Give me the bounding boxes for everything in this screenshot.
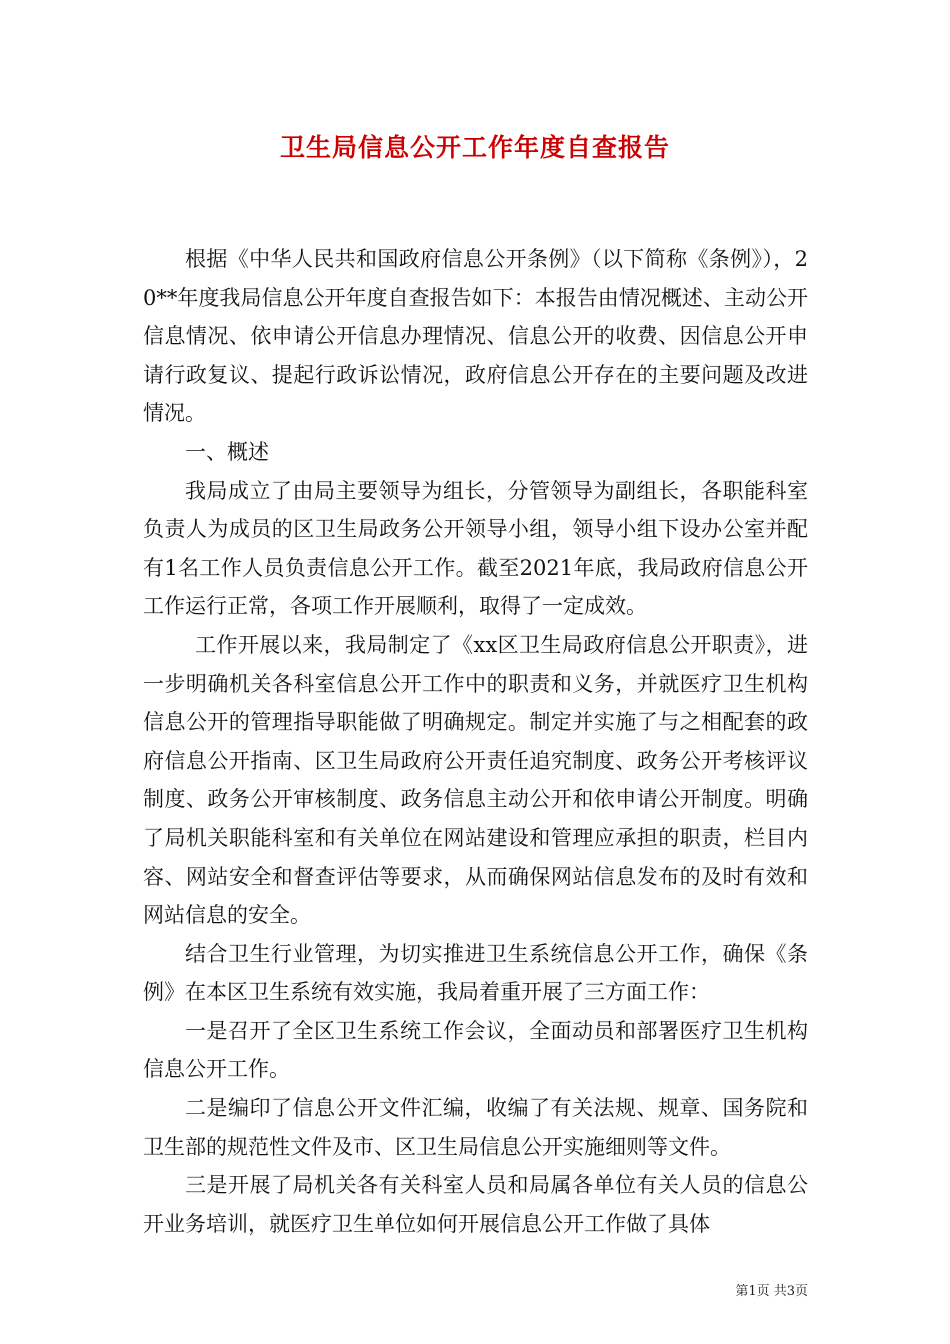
document-body (143, 240, 808, 1243)
document-title: 卫生局信息公开工作年度自查报告 (279, 133, 670, 162)
paragraph-industry-management: 结合卫生行业管理，为切实推进卫生系统信息公开工作，确保《条例》在本区卫生系统有效实施，我局着重开展了三方面工作： (143, 941, 808, 1005)
list-item-first: 一是召开了全区卫生系统工作会议，全面动员和部署医疗卫生机构信息公开工作。 (143, 1018, 808, 1082)
paragraph-work-progress: 工作开展以来，我局制定了《xx区卫生局政府信息公开职责》，进一步明确机关各科室信息公开工作中的职责和义务，并就医疗卫生机构信息公开的管理指导职能做了明确规定。制定并实施了与之相配套的政府信息公开指南、区卫生局政府公开责任追究制度、政务公开考核评议制度、政务公开审核制度、政务信息主动公开和依申请公开制度。明确了局机关职能科室和有关单位在网站建设和管理应承担的职责，栏目内容、网站安全和督查评估等要求，从而确保网站信息发布的及时有效和网站信息的安全。 (143, 632, 808, 928)
page-number: 第1页 共3页 (735, 1284, 808, 1299)
paragraph-overview: 我局成立了由局主要领导为组长，分管领导为副组长，各职能科室负责人为成员的区卫生局政务公开领导小组，领导小组下设办公室并配有1名工作人员负责信息公开工作。截至2021年底，我局政府信息公开工作运行正常，各项工作开展顺利，取得了一定成效。 (143, 478, 808, 619)
list-item-second: 二是编印了信息公开文件汇编，收编了有关法规、规章、国务院和卫生部的规范性文件及市、区卫生局信息公开实施细则等文件。 (143, 1096, 808, 1159)
list-item-third: 三是开展了局机关各有关科室人员和局属各单位有关人员的信息公开业务培训，就医疗卫生单位如何开展信息公开工作做了具体 (143, 1173, 808, 1236)
section-heading-overview: 一、概述 (185, 439, 269, 464)
paragraph-intro: 根据《中华人民共和国政府信息公开条例》（以下简称《条例》），20**年度我局信息公开年度自查报告如下：本报告由情况概述、主动公开信息情况、依申请公开信息办理情况、信息公开的收费、因信息公开申请行政复议、提起行政诉讼情况，政府信息公开存在的主要问题及改进情况。 (143, 247, 808, 426)
